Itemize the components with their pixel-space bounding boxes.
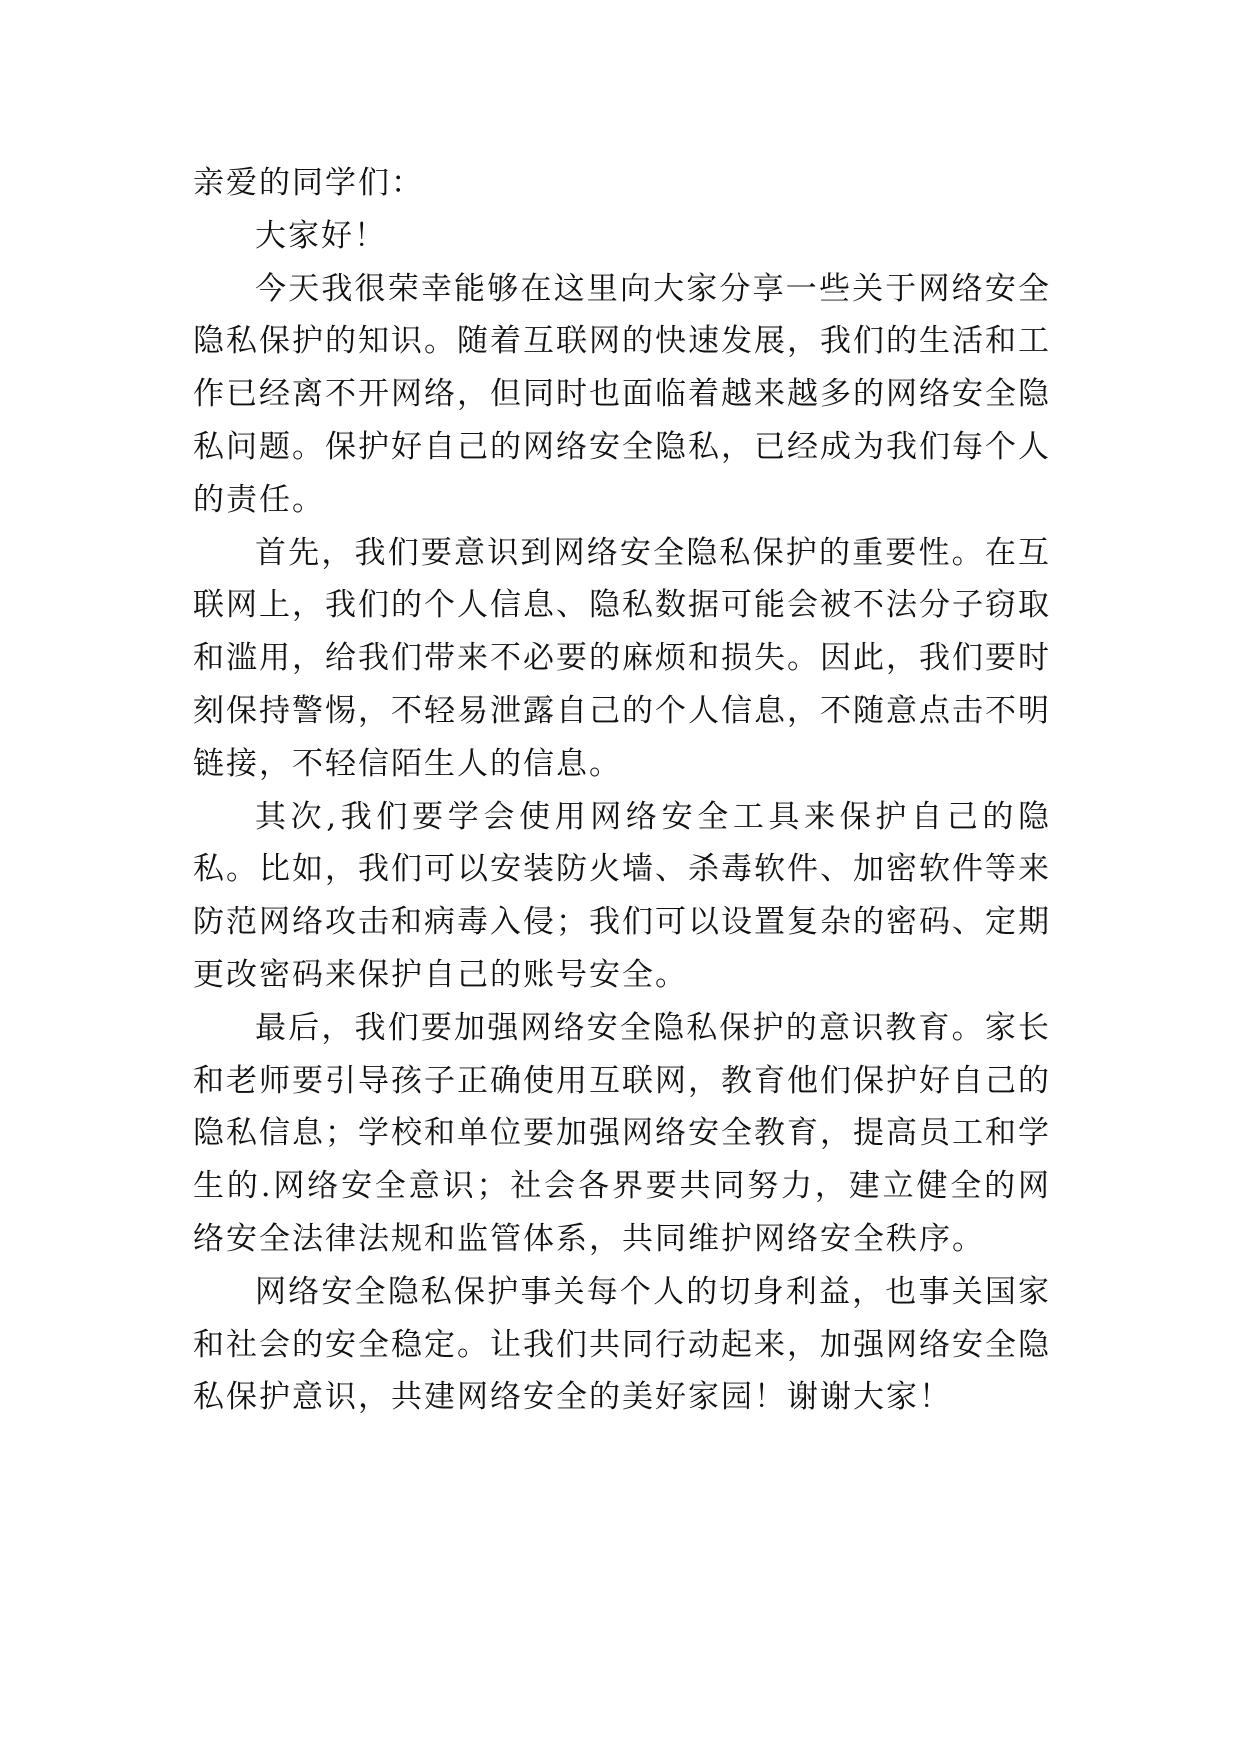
second-point-paragraph: 其次,我们要学会使用网络安全工具来保护自己的隐私。比如，我们可以安装防火墙、杀毒软件、加密软件等来防范网络攻击和病毒入侵；我们可以设置复杂的密码、定期更改密码来保护自己的账号安全。 xyxy=(193,798,1051,993)
third-point-paragraph: 最后，我们要加强网络安全隐私保护的意识教育。家长和老师要引导孩子正确使用互联网，教育他们保护好自己的隐私信息；学校和单位要加强网络安全教育，提高员工和学生的.网络安全意识；社会各界要共同努力，建立健全的网络安全法律法规和监管体系，共同维护网络安全秩序。 xyxy=(193,1009,1051,1257)
first-point-paragraph: 首先，我们要意识到网络安全隐私保护的重要性。在互联网上，我们的个人信息、隐私数据可能会被不法分子窃取和滥用，给我们带来不必要的麻烦和损失。因此，我们要时刻保持警惕，不轻易泄露自己的个人信息，不随意点击不明链接，不轻信陌生人的信息。 xyxy=(193,534,1051,782)
intro-paragraph: 今天我很荣幸能够在这里向大家分享一些关于网络安全隐私保护的知识。随着互联网的快速发展，我们的生活和工作已经离不开网络，但同时也面临着越来越多的网络安全隐私问题。保护好自己的网络安全隐私，已经成为我们每个人的责任。 xyxy=(193,270,1051,518)
speech-body xyxy=(193,157,1051,1424)
closing-paragraph: 网络安全隐私保护事关每个人的切身利益，也事关国家和社会的安全稳定。让我们共同行动起来，加强网络安全隐私保护意识，共建网络安全的美好家园！谢谢大家！ xyxy=(193,1273,1051,1416)
greeting-paragraph: 大家好！ xyxy=(255,217,387,254)
salutation: 亲爱的同学们： xyxy=(193,165,424,201)
